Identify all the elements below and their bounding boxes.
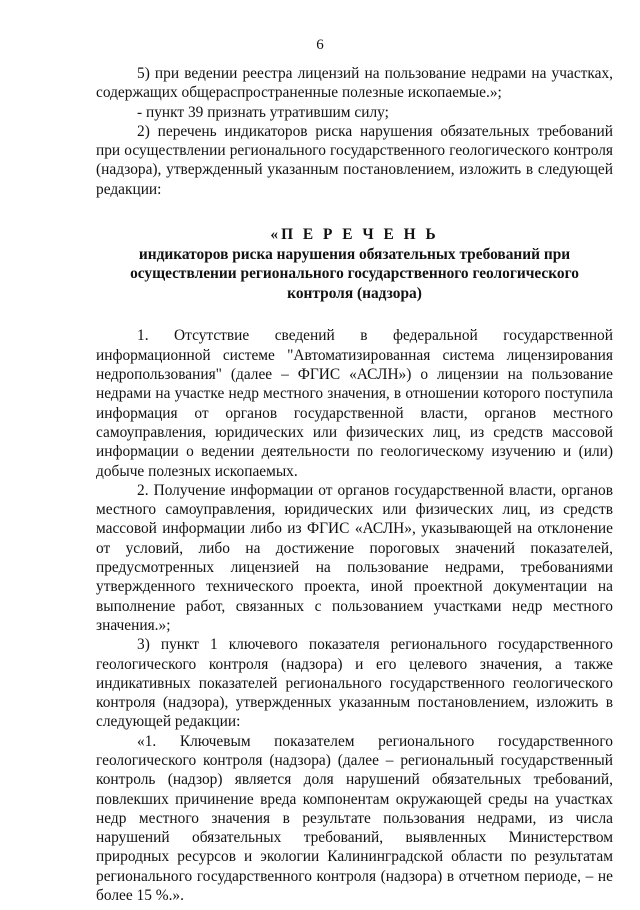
- paragraph-item-39: - пункт 39 признать утратившим силу;: [137, 103, 389, 121]
- key-indicator-paragraph: «1. Ключевым показателем регионального государственного геологического контроля (надзора) (далее – региональный государственный контроль (надзор) является доля нарушений обязательных требований, повлекших причинение вреда компонентам окружающей среды на участках недр местного значения в результате пользования недрами, из числа нарушений обязательных требований, выявленных Министерством природных ресурсов и экологии Калининградской области по результатам регионального государственного контроля (надзора) в отчетном периоде, – не более 15 %.».: [96, 732, 613, 905]
- page-number: 6: [316, 37, 324, 53]
- heading-title: «П Е Р Е Ч Е Н Ь: [270, 226, 439, 244]
- heading-subtitle: индикаторов риска нарушения обязательных требований при осуществлении регионального государственного геологического контроля (надзора): [130, 245, 579, 302]
- paragraph-item-5: 5) при ведении реестра лицензий на пользование недрами на участках, содержащих общераспространенные полезные ископаемые.»;: [96, 65, 613, 102]
- document-body: [96, 64, 613, 905]
- indicator-1: 1. Отсутствие сведений в федеральной государственной информационной системе "Автоматизированная система лицензирования недропользования" (далее – ФГИС «АСЛН») о лицензии на пользование недрами на участке недр местного значения, в отношении которого поступила информация от органов государственной власти, органов местного самоуправления, юридических или физических лиц, из средств массовой информации о ведении деятельности по геологическому изучению и (или) добыче полезных ископаемых.: [96, 327, 613, 480]
- indicator-2: 2. Получение информации от органов государственной власти, органов местного самоуправления, юридических или физических лиц, из средств массовой информации либо из ФГИС «АСЛН», указывающей на отклонение от условий, либо на достижение пороговых значений показателей, предусмотренных лицензией на пользование недрами, требованиями утвержденного технического проекта, иной проектной документации на выполнение работ, связанных с пользованием участками недр местного значения.»;: [96, 481, 613, 634]
- list-heading: [96, 225, 613, 303]
- paragraph-item-2: 2) перечень индикаторов риска нарушения обязательных требований при осуществлении регионального государственного геологического контроля (надзора), утвержденный указанным постановлением, изложить в следующей редакции:: [96, 122, 613, 198]
- paragraph-item-3: 3) пункт 1 ключевого показателя регионального государственного геологического контроля (надзора) и его целевого значения, а также индикативных показателей регионального государственного геологического контроля (надзора), утвержденных указанным постановлением, изложить в следующей редакции:: [96, 636, 613, 731]
